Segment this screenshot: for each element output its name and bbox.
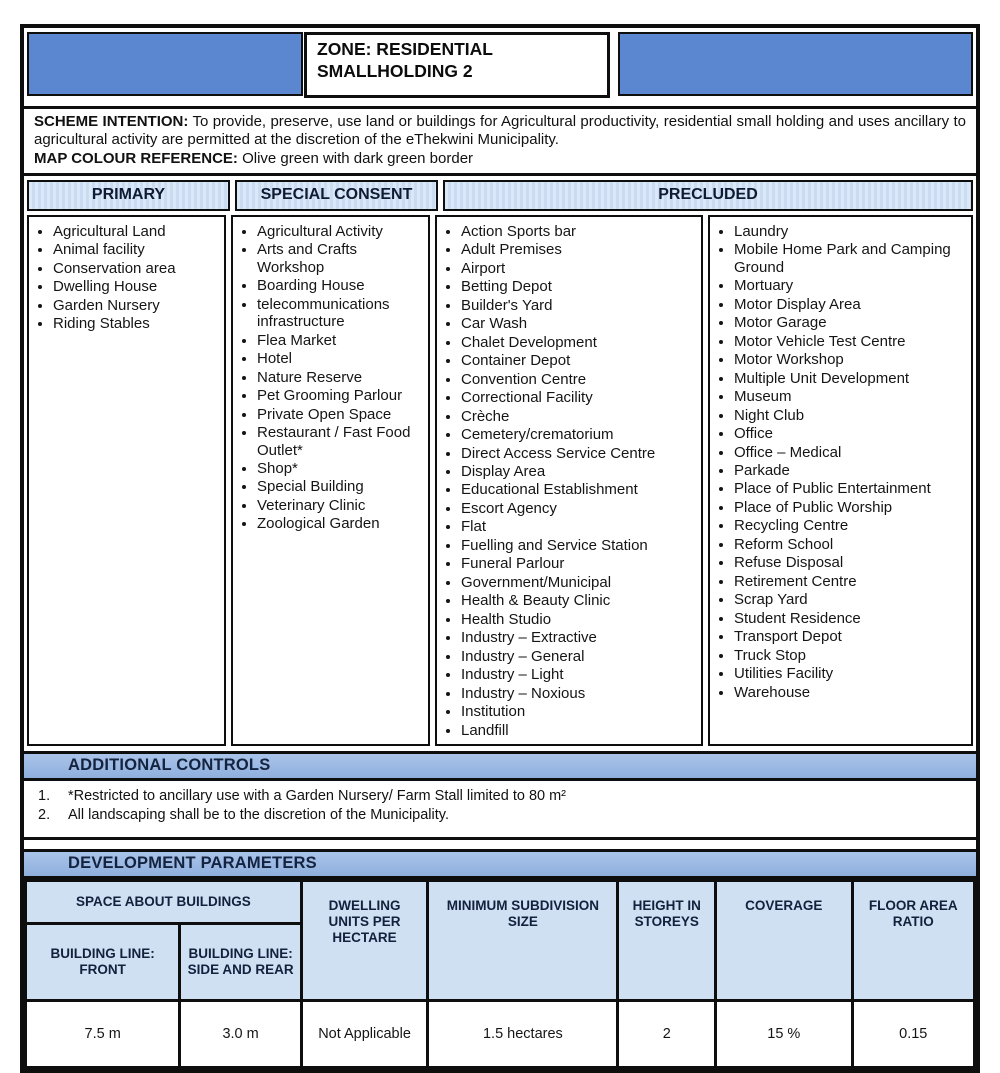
list-item: • Student Residence [734, 610, 967, 627]
list-item: • Health Studio [461, 611, 697, 628]
zone-color-swatch-left [27, 32, 303, 96]
list-item: • Fuelling and Service Station [461, 537, 697, 554]
list-item: • Funeral Parlour [461, 555, 697, 572]
list-item: • Escort Agency [461, 500, 697, 517]
list-item: • Parkade [734, 462, 967, 479]
list-item: • Private Open Space [257, 406, 424, 423]
note-row-1 [38, 787, 966, 806]
list-item: • Health & Beauty Clinic [461, 592, 697, 609]
scheme-intention-label: SCHEME INTENTION: [34, 113, 189, 130]
list-item: • Chalet Development [461, 334, 697, 351]
list-item: • Place of Public Entertainment [734, 480, 967, 497]
min-subdivision-header: MINIMUM SUBDIVISION SIZE [429, 882, 616, 999]
floor-area-ratio-value: 0.15 [854, 1002, 974, 1066]
map-colour-label: MAP COLOUR REFERENCE: [34, 149, 238, 167]
precluded-list-right [710, 223, 971, 706]
list-item: • Flat [461, 518, 697, 535]
coverage-header: COVERAGE [717, 882, 850, 999]
list-item: • Mortuary [734, 277, 967, 294]
scheme-intention-section [24, 109, 976, 176]
dwelling-units-header: DWELLING UNITS PER HECTARE [303, 882, 426, 999]
precluded-list-box-left [435, 215, 703, 746]
use-columns-header-row [24, 176, 976, 211]
zone-title-line1: ZONE: RESIDENTIAL [317, 39, 493, 59]
list-item: • Dwelling House [53, 278, 220, 295]
list-item: • Utilities Facility [734, 665, 967, 682]
section-gap [24, 840, 976, 849]
special-consent-list [233, 223, 428, 538]
list-item: • Night Club [734, 407, 967, 424]
list-item: • Betting Depot [461, 278, 697, 295]
building-line-front-value: 7.5 m [27, 1002, 178, 1066]
special-consent-list-box [231, 215, 430, 746]
list-item: • Multiple Unit Development [734, 370, 967, 387]
zone-title-box [304, 32, 610, 98]
list-item: • Retirement Centre [734, 573, 967, 590]
list-item: • Builder's Yard [461, 297, 697, 314]
list-item: • Conservation area [53, 260, 220, 277]
space-about-buildings-header: SPACE ABOUT BUILDINGS [27, 882, 300, 922]
list-item: • Adult Premises [461, 241, 697, 258]
note-2-number: 2. [38, 806, 51, 823]
list-item: • Boarding House [257, 277, 424, 294]
scheme-intention-paragraph [34, 113, 966, 150]
map-colour-text: Olive green with dark green border [237, 149, 474, 167]
list-item: • Industry – Extractive [461, 629, 697, 646]
list-item: • Garden Nursery [53, 297, 220, 314]
height-storeys-value: 2 [619, 1002, 714, 1066]
floor-area-ratio-header: FLOOR AREA RATIO [854, 882, 974, 999]
list-item: • Flea Market [257, 332, 424, 349]
precluded-list-left [437, 223, 701, 744]
list-item: • Museum [734, 388, 967, 405]
list-item: • Nature Reserve [257, 369, 424, 386]
list-item: • Pet Grooming Parlour [257, 387, 424, 404]
list-item: • Motor Workshop [734, 351, 967, 368]
precluded-list-box-right [708, 215, 973, 746]
additional-controls-bar: ADDITIONAL CONTROLS [24, 751, 976, 781]
list-item: • Recycling Centre [734, 517, 967, 534]
list-item: • Action Sports bar [461, 223, 697, 240]
list-item: • Truck Stop [734, 647, 967, 664]
list-item: • Transport Depot [734, 628, 967, 645]
dwelling-units-value: Not Applicable [303, 1002, 426, 1066]
list-item: • Convention Centre [461, 371, 697, 388]
primary-header: PRIMARY [27, 180, 230, 211]
list-item: • Direct Access Service Centre [461, 445, 697, 462]
list-item: • Industry – Light [461, 666, 697, 683]
list-item: • Laundry [734, 223, 967, 240]
list-item: • Place of Public Worship [734, 499, 967, 516]
development-parameters-table [24, 879, 976, 1069]
list-item: • Educational Establishment [461, 481, 697, 498]
zone-color-swatch-right [618, 32, 973, 96]
list-item: • Cemetery/crematorium [461, 426, 697, 443]
primary-list-box [27, 215, 226, 746]
list-item: • Agricultural Activity [257, 223, 424, 240]
list-item: • Motor Vehicle Test Centre [734, 333, 967, 350]
zone-title-line2: SMALLHOLDING 2 [317, 60, 473, 81]
list-item: • Warehouse [734, 684, 967, 701]
primary-list [29, 223, 224, 338]
building-line-front-header: BUILDING LINE: FRONT [27, 925, 178, 999]
list-item: • Animal facility [53, 241, 220, 258]
list-item: • Motor Garage [734, 314, 967, 331]
list-item: • telecommunications infrastructure [257, 296, 424, 331]
list-item: • Industry – Noxious [461, 685, 697, 702]
list-item: • Shop* [257, 460, 424, 477]
note-2-text: All landscaping shall be to the discretion of the Municipality. [68, 806, 449, 823]
coverage-value: 15 % [717, 1002, 850, 1066]
list-item: • Agricultural Land [53, 223, 220, 240]
list-item: • Refuse Disposal [734, 554, 967, 571]
building-line-side-rear-header: BUILDING LINE: SIDE AND REAR [181, 925, 299, 999]
special-consent-header: SPECIAL CONSENT [235, 180, 438, 211]
list-item: • Riding Stables [53, 315, 220, 332]
additional-controls-notes [24, 781, 976, 840]
building-line-side-rear-value: 3.0 m [181, 1002, 299, 1066]
list-item: • Office [734, 425, 967, 442]
list-item: • Crèche [461, 408, 697, 425]
zone-header-row [24, 28, 976, 109]
list-item: • Veterinary Clinic [257, 497, 424, 514]
list-item: • Zoological Garden [257, 515, 424, 532]
zoning-sheet [20, 24, 980, 1073]
list-item: • Government/Municipal [461, 574, 697, 591]
scheme-intention-text: To provide, preserve, use land or buildings for Agricultural productivity, residential small holding and uses ancillary to agricultural activity are permitted at the discretion of the eThekwini Municipality. [34, 113, 966, 149]
list-item: • Container Depot [461, 352, 697, 369]
list-item: • Mobile Home Park and Camping Ground [734, 241, 967, 276]
precluded-header: PRECLUDED [443, 180, 973, 211]
list-item: • Restaurant / Fast Food Outlet* [257, 424, 424, 459]
use-columns-body-row [24, 211, 976, 751]
list-item: • Institution [461, 703, 697, 720]
list-item: • Hotel [257, 350, 424, 367]
development-parameters-bar: DEVELOPMENT PARAMETERS [24, 849, 976, 879]
list-item: • Scrap Yard [734, 591, 967, 608]
note-1-text: *Restricted to ancillary use with a Garden Nursery/ Farm Stall limited to 80 m² [68, 788, 567, 805]
height-storeys-header: HEIGHT IN STOREYS [619, 882, 714, 999]
list-item: • Motor Display Area [734, 296, 967, 313]
list-item: • Landfill [461, 722, 697, 739]
list-item: • Airport [461, 260, 697, 277]
list-item: • Reform School [734, 536, 967, 553]
note-1-number: 1. [38, 788, 51, 805]
list-item: • Industry – General [461, 648, 697, 665]
list-item: • Arts and Crafts Workshop [257, 241, 424, 276]
list-item: • Correctional Facility [461, 389, 697, 406]
list-item: • Office – Medical [734, 444, 967, 461]
list-item: • Special Building [257, 478, 424, 495]
list-item: • Display Area [461, 463, 697, 480]
list-item: • Car Wash [461, 315, 697, 332]
note-row-2 [38, 806, 966, 825]
map-colour-paragraph [34, 150, 966, 168]
min-subdivision-value: 1.5 hectares [429, 1002, 616, 1066]
